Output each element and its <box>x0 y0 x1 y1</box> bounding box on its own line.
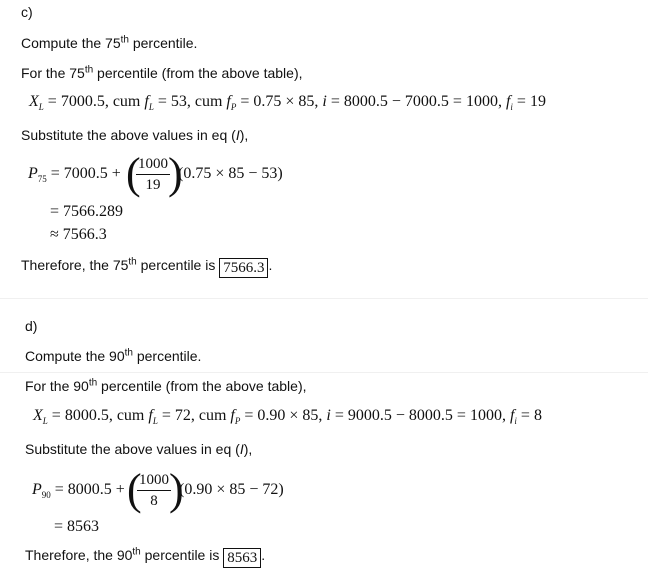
right-paren: ) <box>169 465 184 514</box>
values-text-5: = 19 <box>512 93 546 110</box>
fraction-denominator: 19 <box>145 177 161 193</box>
values-text-1: = 8000.5, cum <box>47 407 149 424</box>
eq-ref: I <box>235 127 240 143</box>
therefore-text: Therefore, the 75 <box>21 257 129 273</box>
equation-lhs-text: = 7000.5 + <box>46 165 121 182</box>
part-d-equation-rhs: (0.90 × 85 − 72) <box>179 481 284 498</box>
fraction-numerator: 1000 <box>137 471 171 491</box>
p-symbol: P <box>28 165 38 182</box>
xl-subscript: L <box>42 416 48 426</box>
part-d-compute-text-end: percentile. <box>132 348 202 364</box>
fl-subscript: L <box>148 102 154 112</box>
part-c-compute-text-end: percentile. <box>128 35 198 51</box>
part-c-for-sup: th <box>84 64 94 76</box>
part-c-fraction <box>136 155 170 194</box>
left-paren: ( <box>127 465 142 514</box>
part-c-for-text-end: percentile (from the above table), <box>93 65 303 81</box>
part-d-for-sup: th <box>88 377 98 389</box>
therefore-sup: th <box>128 256 137 268</box>
values-text-4: = 8000.5 − 7000.5 = 1000, <box>326 93 506 110</box>
part-d-fraction <box>137 471 171 510</box>
part-d-equation-lhs <box>32 481 125 499</box>
left-paren: ( <box>126 149 141 198</box>
right-paren: ) <box>168 149 183 198</box>
part-c-substitute-line <box>21 127 248 143</box>
values-text-2: = 53, cum <box>153 93 227 110</box>
therefore-text-mid: percentile is <box>136 257 220 273</box>
fl-subscript: L <box>152 416 158 426</box>
f-symbol: f <box>509 407 515 424</box>
i-symbol: i <box>326 407 331 424</box>
xl-subscript: L <box>38 102 44 112</box>
values-text-5: = 8 <box>516 407 542 424</box>
substitute-text-end: ), <box>239 127 249 143</box>
fp-subscript: P <box>230 102 237 112</box>
part-c-answer-box: 7566.3 <box>219 258 268 278</box>
part-c-for-line <box>21 65 303 81</box>
part-c-compute-sup: th <box>120 34 129 46</box>
fi-subscript: i <box>510 102 513 112</box>
values-text-4: = 9000.5 − 8000.5 = 1000, <box>330 407 510 424</box>
xl-symbol: X <box>29 93 39 110</box>
therefore-text-mid: percentile is <box>140 547 224 563</box>
f-symbol: f <box>230 407 235 424</box>
part-c-values-line <box>29 93 546 111</box>
part-d-compute-line <box>25 348 201 364</box>
f-symbol: f <box>144 93 149 110</box>
values-text-2: = 72, cum <box>157 407 231 424</box>
therefore-sup: th <box>132 546 141 558</box>
part-d-substitute-line <box>25 441 252 457</box>
f-symbol: f <box>148 407 153 424</box>
values-text-3: = 0.75 × 85, <box>236 93 323 110</box>
xl-symbol: X <box>33 407 43 424</box>
part-c-label: c) <box>21 4 33 20</box>
values-text-3: = 0.90 × 85, <box>240 407 327 424</box>
p-symbol: P <box>32 481 42 498</box>
part-c-step1: = 7566.289 <box>50 203 124 220</box>
section-divider <box>0 372 648 373</box>
part-d-answer-box: 8563 <box>223 548 261 568</box>
part-d-compute-text: Compute the 90 <box>25 348 125 364</box>
substitute-text: Substitute the above values in eq ( <box>21 127 236 143</box>
therefore-period: . <box>261 547 266 563</box>
f-symbol: f <box>226 93 231 110</box>
fraction-denominator: 8 <box>150 493 158 509</box>
part-c-equation-lhs <box>28 165 121 183</box>
fp-subscript: P <box>234 416 241 426</box>
part-d-label: d) <box>25 318 38 334</box>
part-d-for-text-end: percentile (from the above table), <box>97 378 307 394</box>
part-d-step1: = 8563 <box>54 518 100 535</box>
therefore-text: Therefore, the 90 <box>25 547 133 563</box>
p-subscript: 90 <box>41 490 51 500</box>
substitute-text: Substitute the above values in eq ( <box>25 441 240 457</box>
part-c-step2: ≈ 7566.3 <box>50 226 107 243</box>
part-d-compute-sup: th <box>124 347 133 359</box>
i-symbol: i <box>322 93 327 110</box>
therefore-period: . <box>268 257 273 273</box>
part-d-therefore-line <box>25 546 265 566</box>
part-c-for-text: For the 75 <box>21 65 85 81</box>
part-c-therefore-line <box>21 256 272 276</box>
fi-subscript: i <box>514 416 517 426</box>
part-d-values-line <box>33 407 542 425</box>
part-d-for-line <box>25 378 307 394</box>
fraction-numerator: 1000 <box>136 155 170 175</box>
equation-lhs-text: = 8000.5 + <box>50 481 125 498</box>
part-c-compute-text: Compute the 75 <box>21 35 121 51</box>
part-c-compute-line <box>21 35 197 51</box>
section-divider <box>0 298 648 299</box>
f-symbol: f <box>505 93 511 110</box>
substitute-text-end: ), <box>243 441 253 457</box>
part-d-for-text: For the 90 <box>25 378 89 394</box>
p-subscript: 75 <box>37 174 47 184</box>
eq-ref: I <box>239 441 244 457</box>
part-c-equation-rhs: (0.75 × 85 − 53) <box>178 165 283 182</box>
values-text-1: = 7000.5, cum <box>43 93 145 110</box>
